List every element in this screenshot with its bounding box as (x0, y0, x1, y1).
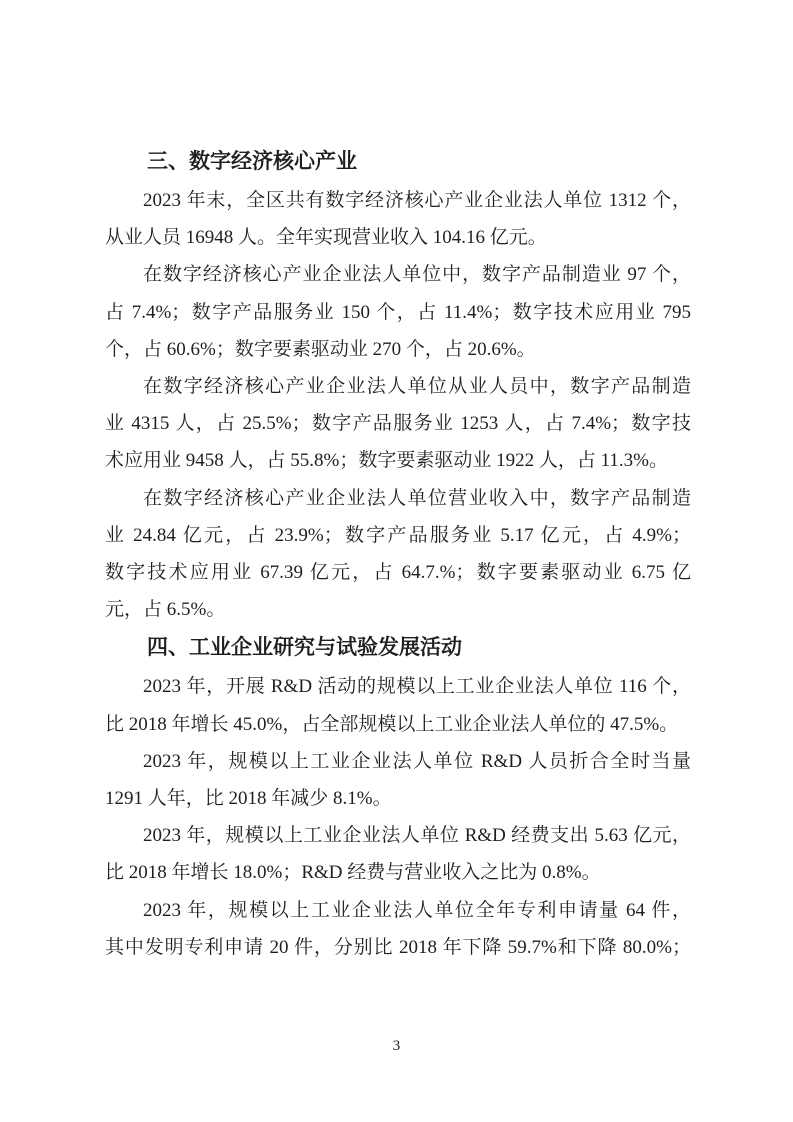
paragraph-line: 在数字经济核心产业企业法人单位中，数字产品制造业 97 个， (143, 264, 691, 286)
paragraph-line: 比 2018 年增长 18.0%；R&D 经费与营业收入之比为 0.8%。 (105, 862, 601, 884)
paragraph-line: 2023 年末，全区共有数字经济核心产业企业法人单位 1312 个， (143, 190, 691, 211)
paragraph-line: 业 4315 人，占 25.5%；数字产品服务业 1253 人，占 7.4%；数字技 (105, 413, 691, 435)
paragraph-line: 在数字经济核心产业企业法人单位营业收入中，数字产品制造 (143, 487, 691, 509)
section-heading: 三、数字经济核心产业 (147, 150, 357, 173)
paragraph-line: 个，占 60.6%；数字要素驱动业 270 个，占 20.6%。 (105, 338, 536, 360)
paragraph-line: 2023 年，开展 R&D 活动的规模以上工业企业法人单位 116 个， (143, 676, 691, 698)
paragraph-line: 2023 年，规模以上工业企业法人单位 R&D 经费支出 5.63 亿元， (143, 825, 691, 847)
paragraph-line: 数字技术应用业 67.39 亿元，占 64.7.%；数字要素驱动业 6.75 亿 (105, 562, 691, 584)
section-industrial-rd (105, 628, 691, 966)
paragraph-line: 1291 人年，比 2018 年减少 8.1%。 (105, 788, 392, 810)
paragraph-line: 2023 年，规模以上工业企业法人单位 R&D 人员折合全时当量 (143, 750, 691, 772)
document-body (105, 142, 691, 966)
paragraph (105, 668, 691, 742)
paragraph-line: 在数字经济核心产业企业法人单位从业人员中，数字产品制造 (143, 376, 691, 398)
section-digital-economy (105, 142, 691, 628)
paragraph (105, 480, 691, 629)
paragraph-line: 比 2018 年增长 45.0%，占全部规模以上工业企业法人单位的 47.5%。 (105, 713, 679, 735)
paragraph-line: 占 7.4%；数字产品服务业 150 个，占 11.4%；数字技术应用业 795 (105, 301, 691, 323)
paragraph-line: 其中发明专利申请 20 件，分别比 2018 年下降 59.7%和下降 80.0%； (105, 936, 691, 958)
paragraph (105, 892, 691, 966)
paragraph-line: 元，占 6.5%。 (105, 599, 226, 621)
paragraph-line: 从业人员 16948 人。全年实现营业收入 104.16 亿元。 (105, 227, 547, 249)
paragraph (105, 817, 691, 891)
paragraph (105, 368, 691, 480)
paragraph-line: 业 24.84 亿元，占 23.9%；数字产品服务业 5.17 亿元，占 4.9%； (105, 524, 691, 546)
page-number: 3 (392, 1038, 401, 1054)
paragraph (105, 256, 691, 368)
paragraph-line: 2023 年，规模以上工业企业法人单位全年专利申请量 64 件， (143, 899, 691, 921)
paragraph-line: 术应用业 9458 人，占 55.8%；数字要素驱动业 1922 人，占 11.3%。 (105, 450, 668, 472)
paragraph (105, 743, 691, 817)
section-heading: 四、工业企业研究与试验发展活动 (147, 636, 462, 660)
paragraph (105, 182, 691, 256)
